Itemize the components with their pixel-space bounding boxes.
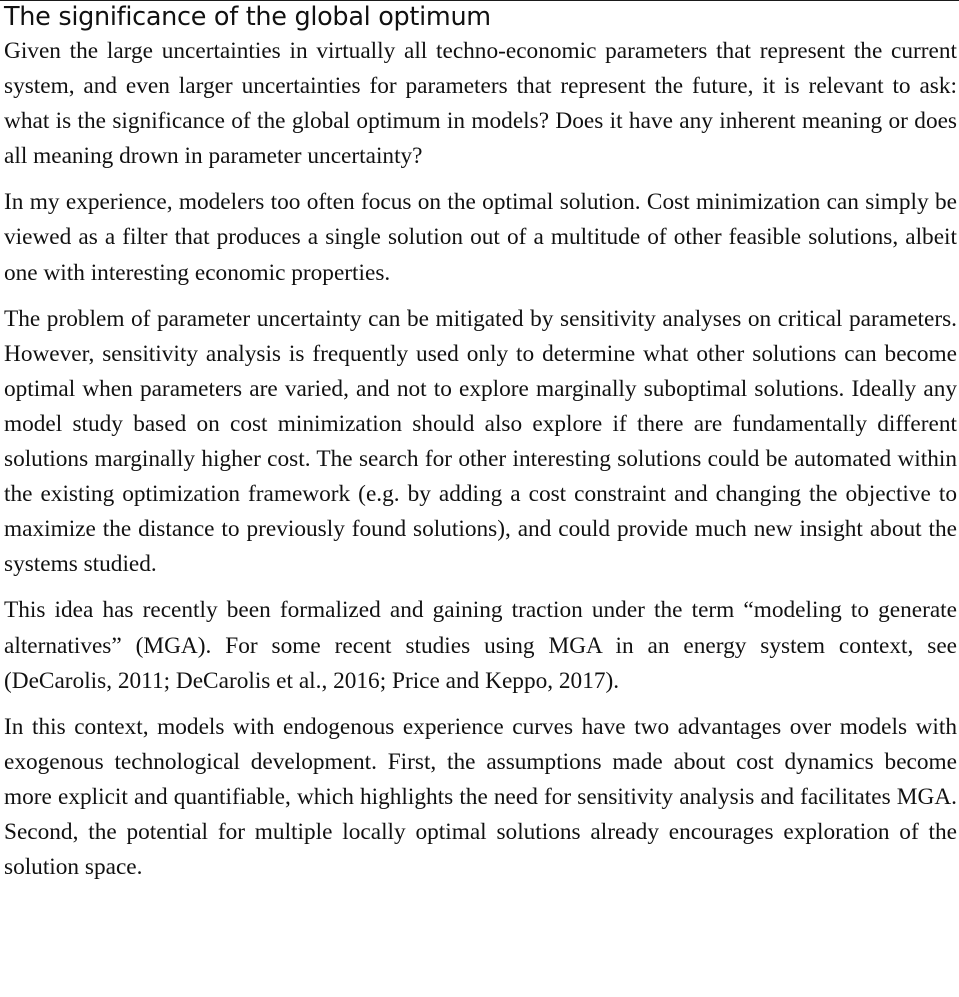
section-heading: The significance of the global optimum [4,2,491,32]
paragraph-modeler-focus: In my experience, modelers too often focus on the optimal solution. Cost minimization can simply be viewed as a filter that produces a single solution out of a multitude of other feasible solutions, albeit one with interesting economic properties. [4,189,957,286]
paragraph-sensitivity-analysis: The problem of parameter uncertainty can be mitigated by sensitivity analyses on critical parameters. However, sensitivity analysis is frequently used only to determine what other solutions can become optimal when parameters are varied, and not to explore marginally suboptimal solutions. Ideally any model study based on cost minimization should also explore if there are fundamentally different solutions marginally higher cost. The search for other interesting solutions could be automated within the existing optimization framework (e.g. by adding a cost constraint and changing the objective to maximize the distance to previously found solutions), and could provide much new insight about the systems studied. [4,305,957,578]
paragraph-global-optimum-question: Given the large uncertainties in virtually all techno-economic parameters that represent the current system, and even larger uncertainties for parameters that represent the future, it is relevant to ask: what is the significance of the global optimum in models? Does it have any inherent meaning or does all meaning drown in parameter uncertainty? [4,38,957,170]
paragraph-mga: This idea has recently been formalized and gaining traction under the term “modeling to generate alternatives” (MGA). For some recent studies using MGA in an energy system context, see (DeCarolis, 2011; DeCarolis et al., 2016; Price and Keppo, 2017). [4,597,957,694]
paragraph-experience-curves: In this context, models with endogenous experience curves have two advantages over models with exogenous technological development. First, the assumptions made about cost dynamics become more explicit and quantifiable, which highlights the need for sensitivity analysis and facilitates MGA. Second, the potential for multiple locally optimal solutions already encourages exploration of the solution space. [4,713,957,881]
